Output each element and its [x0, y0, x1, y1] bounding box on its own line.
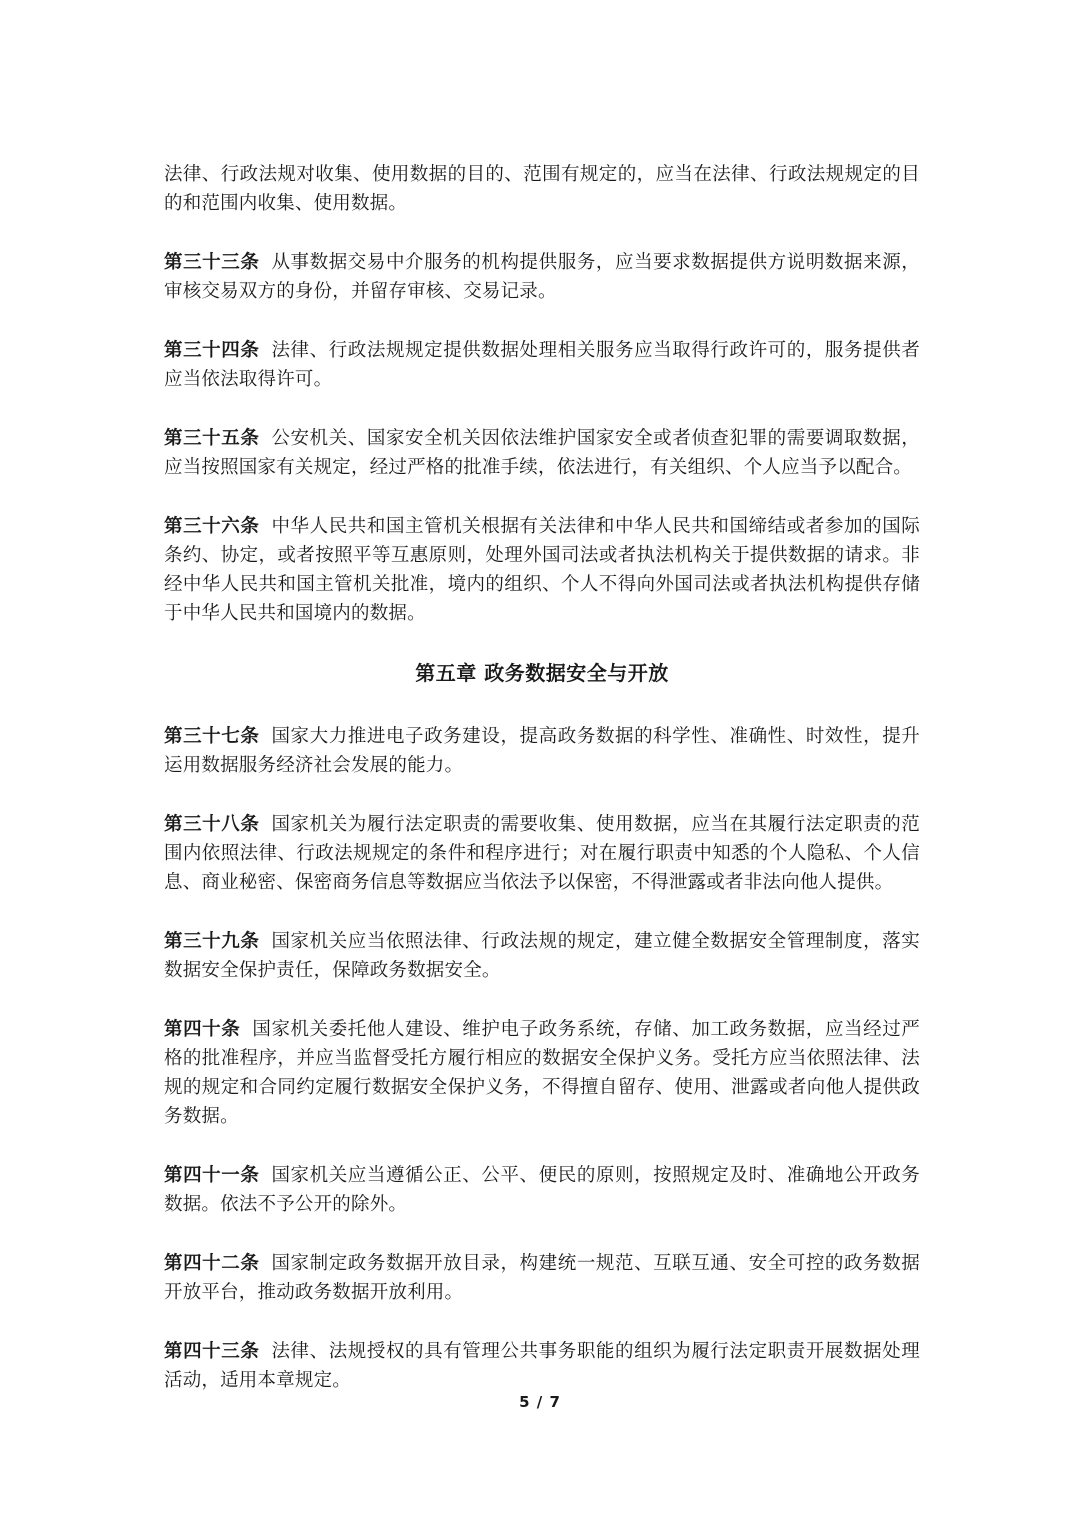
article-text: 中华人民共和国主管机关根据有关法律和中华人民共和国缔结或者参加的国际条约、协定，或者按照平等互惠原则，处理外国司法或者执法机构关于提供数据的请求。非经中华人民共和国主管机关批准，境内的组织、个人不得向外国司法或者执法机构提供存储于中华人民共和国境内的数据。	[164, 516, 920, 624]
article-40	[164, 1015, 920, 1131]
article-number: 第三十六条	[164, 516, 260, 537]
article-text: 公安机关、国家安全机关因依法维护国家安全或者侦查犯罪的需要调取数据，应当按照国家有关规定，经过严格的批准手续，依法进行，有关组织、个人应当予以配合。	[164, 428, 920, 478]
article-number: 第三十四条	[164, 340, 260, 361]
article-number: 第三十八条	[164, 814, 260, 835]
article-36	[164, 512, 920, 628]
article-text: 法律、行政法规规定提供数据处理相关服务应当取得行政许可的，服务提供者应当依法取得许可。	[164, 340, 920, 390]
page-number: 5 / 7	[519, 1393, 561, 1411]
article-37	[164, 722, 920, 780]
chapter-title: 第五章 政务数据安全与开放	[415, 661, 669, 685]
article-number: 第四十条	[164, 1019, 241, 1040]
article-number: 第三十三条	[164, 252, 260, 273]
article-text: 国家机关应当依照法律、行政法规的规定，建立健全数据安全管理制度，落实数据安全保护责任，保障政务数据安全。	[164, 931, 920, 981]
article-text: 国家制定政务数据开放目录，构建统一规范、互联互通、安全可控的政务数据开放平台，推动政务数据开放利用。	[164, 1253, 920, 1303]
article-number: 第四十一条	[164, 1165, 260, 1186]
article-number: 第四十三条	[164, 1341, 260, 1362]
article-38	[164, 810, 920, 897]
article-41	[164, 1161, 920, 1219]
article-number: 第四十二条	[164, 1253, 260, 1274]
article-text: 国家机关应当遵循公正、公平、便民的原则，按照规定及时、准确地公开政务数据。依法不予公开的除外。	[164, 1165, 920, 1215]
article-text: 国家大力推进电子政务建设，提高政务数据的科学性、准确性、时效性，提升运用数据服务经济社会发展的能力。	[164, 726, 920, 776]
article-35	[164, 424, 920, 482]
article-33	[164, 248, 920, 306]
article-text: 从事数据交易中介服务的机构提供服务，应当要求数据提供方说明数据来源，审核交易双方的身份，并留存审核、交易记录。	[164, 252, 920, 302]
article-number: 第三十七条	[164, 726, 260, 747]
article-text: 法律、法规授权的具有管理公共事务职能的组织为履行法定职责开展数据处理活动，适用本章规定。	[164, 1341, 920, 1391]
article-42	[164, 1249, 920, 1307]
intro-paragraph	[164, 160, 920, 218]
article-text: 国家机关委托他人建设、维护电子政务系统，存储、加工政务数据，应当经过严格的批准程序，并应当监督受托方履行相应的数据安全保护义务。受托方应当依照法律、法规的规定和合同约定履行数据安全保护义务，不得擅自留存、使用、泄露或者向他人提供政务数据。	[164, 1019, 920, 1127]
document-page	[164, 160, 920, 1425]
article-number: 第三十九条	[164, 931, 260, 952]
article-number: 第三十五条	[164, 428, 260, 449]
article-39	[164, 927, 920, 985]
article-34	[164, 336, 920, 394]
paragraph-text: 法律、行政法规对收集、使用数据的目的、范围有规定的，应当在法律、行政法规规定的目的和范围内收集、使用数据。	[164, 164, 920, 214]
article-43	[164, 1337, 920, 1395]
article-text: 国家机关为履行法定职责的需要收集、使用数据，应当在其履行法定职责的范围内依照法律、行政法规规定的条件和程序进行；对在履行职责中知悉的个人隐私、个人信息、商业秘密、保密商务信息等数据应当依法予以保密，不得泄露或者非法向他人提供。	[164, 814, 920, 893]
